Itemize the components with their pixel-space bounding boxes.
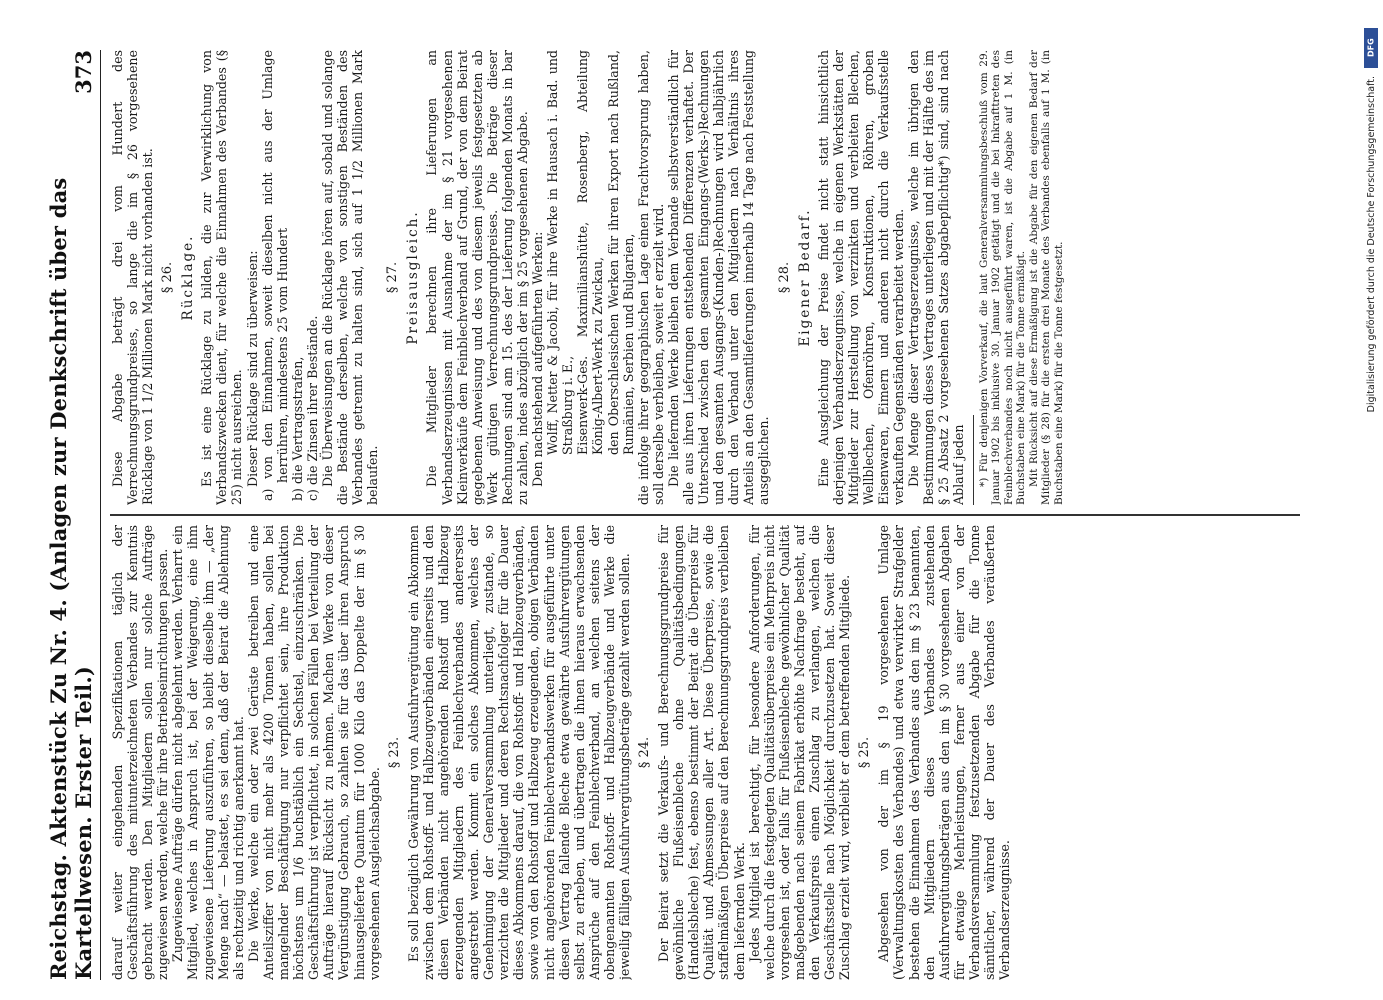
footnotes	[978, 50, 1066, 505]
rucklage-list	[260, 50, 320, 505]
paragraph: Die Menge dieser Vertragserzeugnisse, welche im übrigen den Bestimmungen dieses Vertrages unterliegen und mit der Hälfte des im § 25 Absatz 2 vorgesehenen Satzes abgabepflichtig*) sind, sind nach Ablauf jeden	[906, 50, 967, 505]
paragraph: Es ist eine Rücklage zu bilden, die zur Verwirklichung von Verbandszwecken dient, für welche die Einnahmen des Verbandes (§ 25) nicht ausreichen.	[199, 50, 245, 505]
section-title-ruecklage: Rücklage.	[180, 234, 197, 321]
paragraph: Die Überweisungen an die Rücklage hören auf, sobald und solange die Bestände derselben, welche von sonstigen Beständen des Verbandes getrennt zu halten sind, sich auf 1 1/2 Millionen Mark belaufen.	[320, 50, 381, 505]
paragraph: Es soll bezüglich Gewährung von Ausfuhrvergütung ein Abkommen zwischen dem Rohstoff- und Halbzeugverbänden einerseits und den diesen Verbänden nicht angehörenden Rohstoff und Halbzeug erzeugenden Mitgliedern des Feinblechverbandes andererseits angestrebt werden. Kommt ein solches Abkommen, welches der Genehmigung der Generalversammlung unterliegt, zustande, so verzichten die Mitglieder und deren Rechtsnachfolger für die Dauer dieses Abkommens darauf, die von Rohstoff- und Halbzeugverbänden, sowie von den Rohstoff und Halbzeug erzeugenden, obigen Verbänden nicht angehörenden Feinblechverbandswerken für ausgeführte unter diesen Vertrag fallende Bleche etwa gewährte Ausfuhrvergütungen selbst zu erheben, und übertragen die ihnen hieraus erwachsenden Ansprüche auf den Feinblechverband, an welchen seitens der obengenannten Rohstoff- und Halbzeugverbände und Werke die jeweilig fälligen Ausfuhrvergütungsbeträge gezahlt werden sollen.	[405, 525, 632, 980]
digitization-credit	[1364, 20, 1383, 980]
works-list	[545, 50, 636, 505]
section-heading-27: § 27.	[385, 261, 401, 294]
list-item: a) von den Einnahmen, soweit dieselben nicht aus der Umlage herrühren, mindestens 25 vom Hundert	[259, 50, 290, 501]
paragraph: Abgesehen von der im § 19 vorgesehenen Umlage (Verwaltungskosten des Verbandes) und etwa verwirkter Strafgelder bestehen die Einnahmen des Verbandes aus den im § 23 benannten, den Mitgliedern dieses Verbandes zustehenden Ausfuhrvergütungsbeträgen aus den im § 30 vorgesehenen Abgaben für etwaige Mehrleistungen, ferner aus einer von der Verbandsversammlung festzusetzenden Abgabe für die Tonne sämtlicher, während der Dauer des Verbandes veräußerten Verbandserzeugnisse.	[876, 525, 1013, 980]
list-item: Eisenwerk-Ges. Maximilianshütte, Rosenberg, Abteilung König-Albert-Werk zu Zwickau,	[575, 50, 606, 455]
right-column	[110, 50, 1300, 505]
paragraph: Eine Ausgleichung der Preise findet nicht statt hinsichtlich derjenigen Verbandserzeugnisse, welche in eigenen Werkstätten der Mitglieder zur Herstellung von verzinkten und verbleiten Blechen, Wellblechen, Ofenröhren, Konstruktionen, Röhren, groben Eisenwaren, Eimern und anderen nicht durch die Verkaufsstelle verkauften Gegenständen verarbeitet werden.	[815, 50, 907, 505]
page-number: 373	[71, 50, 96, 94]
section-heading-24: § 24.	[637, 736, 653, 769]
paragraph: Dieser Rücklage sind zu überweisen:	[244, 250, 260, 487]
header-title: Reichstag. Aktenstück Zu Nr. 4. (Anlagen zur Denkschrift über das Kartellwesen. Erster Teil.)	[46, 177, 96, 980]
paragraph: Die Mitglieder berechnen ihre Lieferungen an Verbandserzeugnissen mit Ausnahme der im § 21 vorgesehenen Kleinverkäufe dem Feinblechverband auf Grund, der von dem Beirat gegebenen Anweisung und des von diesem jeweils festgesetzten ab Werk gültigen Verrechnungsgrundpreises. Die Beträge dieser Rechnungen sind am 15. des der Lieferung folgenden Monats in bar zu zahlen, indes abzüglich der im § 25 vorgesehenen Abgabe.	[424, 50, 530, 505]
paragraph: Die liefernden Werke bleiben dem Verbande selbstverständlich für alle aus ihren Lieferungen entstehenden Differenzen verhaftet. Der Unterschied zwischen den gesamten Eingangs-(Werks-)Rechnungen und den gesamten Ausgangs-(Kunden-)Rechnungen wird halbjährlich durch den Verband unter den Mitgliedern nach Verhältnis ihres Anteils an den Gesamtlieferungen innerhalb 14 Tage nach Feststellung ausgeglichen.	[665, 50, 772, 505]
paragraph: Jedes Mitglied ist berechtigt, für besondere Anforderungen, für welche durch die festgelegten Qualitätsüberpreise ein Mehrpreis nicht vorgesehen ist, oder falls für Flußeisenbleche gewöhnlicher Qualität maßgebenden nach seinem Fabrikat erhöhte Nachfrage besteht, auf den Verkaufspreis einen Zuschlag zu verlangen, welchen die Geschäftsstelle nach Möglichkeit durchzusetzen hat. Soweit dieser Zuschlag erzielt wird, verbleibt er dem betreffenden Mitgliede.	[746, 525, 853, 980]
paragraph: Der Beirat setzt die Verkaufs- und Berechnungsgrundpreise für gewöhnliche Flußeisenbleche ohne Qualitätsbedingungen (Handelsbleche) fest, ebenso bestimmt der Beirat die Überpreise für Qualität und Abmessungen aller Art. Diese Überpreise, sowie die staffelmäßigen Überpreise auf den Berechnungsgrundpreis verbleiben dem liefernden Werk.	[656, 525, 747, 980]
section-title-preisausgleich: Preisausgleich.	[405, 210, 422, 345]
footnote: *) Für denjenigen Vorverkauf, die laut Generalversammlungsbeschluß vom 29. Januar 1902 bis inklusive 30. Januar 1902 getätigt und die bei Inkrafttreten des Feinblechverbandes noch nicht ausgeführt waren, ist die Abgabe auf 1 M. (in Buchstaben eine Mark) für die Tonne ermäßigt.	[977, 50, 1028, 505]
paragraph: Den nachstehend aufgeführten Werken:	[530, 231, 546, 487]
paragraph: Diese Abgabe beträgt drei vom Hundert des Verrechnungsgrundpreises, so lange die im § 26 vorgesehene Rücklage von 1 1/2 Millionen Mark nicht vorhanden ist.	[110, 50, 156, 505]
paragraph: Zugewiesene Aufträge dürfen nicht abgelehnt werden. Verharrt ein Mitglied, welches in Anspruch ist, bei der Weigerung, eine ihm zugewiesene Lieferung auszuführen, so bleibt dieselbe ihm — „der Menge nach“ — belastet, es sei denn, daß der Beirat die Ablehnung als rechtzeitig und richtig anerkannt hat.	[170, 525, 246, 980]
section-title-eigener-bedarf: Eigener Bedarf.	[796, 208, 813, 347]
running-header	[46, 50, 101, 980]
two-column-layout	[110, 50, 1300, 980]
section-heading-23: § 23.	[386, 736, 402, 769]
footnote-rule	[973, 415, 974, 505]
section-heading-26: § 26.	[160, 261, 176, 294]
dfg-logo: DFG	[1364, 28, 1378, 68]
list-item: b) die Vertragsstrafen,	[289, 356, 305, 501]
footnote: Mit Rücksicht auf diese Ermäßigung ist die Abgabe für den eigenen Bedarf der Mitglieder (§ 28) für die ersten drei Monate des Verbandes ebenfalls auf 1 M. (in Buchstaben eine Mark) für die Tonne festgesetzt.	[1027, 50, 1066, 505]
list-item: Wolff, Netter & Jacobi, für ihre Werke in Hausach i. Bad. und Straßburg i. E.,	[545, 50, 576, 455]
document-body	[46, 50, 1310, 980]
section-heading-28: § 28.	[776, 261, 792, 294]
paragraph: darauf weiter eingehenden Spezifikationen täglich der Geschäftsführung des mitunterzeichneten Verbandes zur Kenntnis gebracht werden. Den Mitgliedern sollen nur solche Aufträge zugewiesen werden, welche für ihre Betriebseinrichtungen passen.	[110, 525, 171, 980]
column-divider	[110, 514, 1300, 516]
list-item: den Oberschlesischen Werken für ihren Export nach Rußland, Rumänien, Serbien und Bulgarien,	[605, 50, 636, 455]
paragraph: die infolge ihrer geographischen Lage einen Frachtvorsprung haben, soll derselbe verbleiben, soweit er erzielt wird.	[635, 50, 666, 505]
list-item: c) die Zinsen ihrer Bestände.	[304, 315, 320, 501]
section-heading-25: § 25.	[857, 736, 873, 769]
paragraph: Die Werke, welche ein oder zwei Gerüste betreiben und eine Anteilsziffer von nicht mehr als 4200 Tonnen haben, sollen bei mangelnder Beschäftigung nur verpflichtet sein, ihre Produktion höchstens um 1/6 buchstäblich ein Sechstel, einzuschränken. Die Geschäftsführung ist verpflichtet, in solchen Fällen bei Verteilung der Aufträge hierauf Rücksicht zu nehmen. Machen Werke von dieser Vergünstigung Gebrauch, so zahlen sie für das über ihren Anspruch hinausgelieferte Quantum für 1000 Kilo das Doppelte der im § 30 vorgesehenen Ausgleichsabgabe.	[245, 525, 382, 980]
credit-text: Digitalisierung gefördert durch die Deutsche Forschungsgemeinschaft.	[1366, 76, 1377, 413]
left-column	[110, 525, 1300, 980]
